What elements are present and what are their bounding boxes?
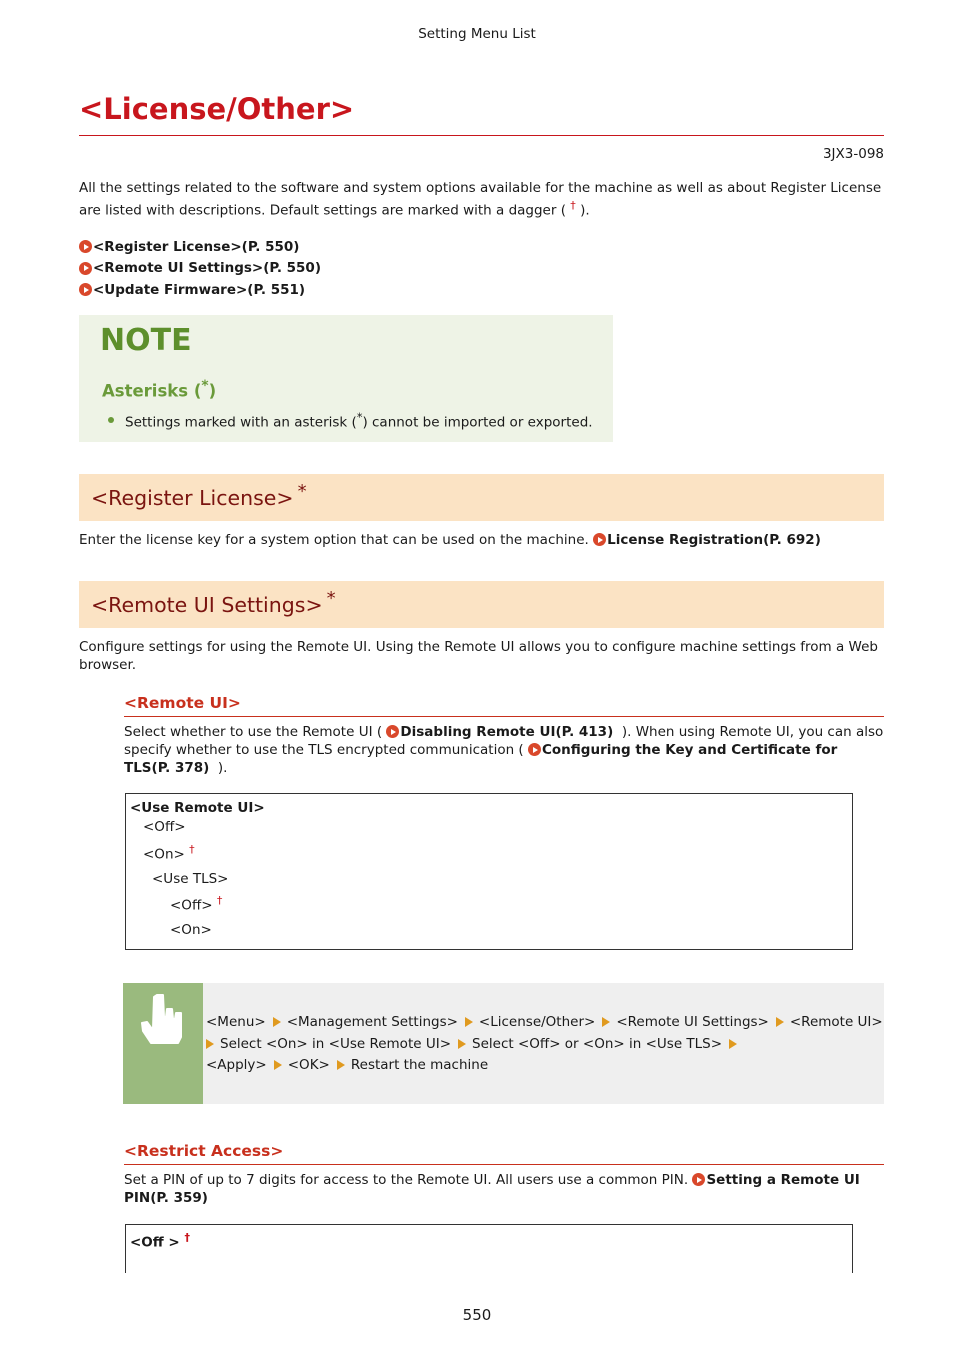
step-arrow-icon [602, 1017, 610, 1027]
step-arrow-icon [274, 1060, 282, 1070]
operation-steps [206, 1012, 883, 1077]
option-tls-off: <Off> † [170, 894, 223, 914]
subheading-remote-ui: <Remote UI> [124, 694, 241, 712]
option-on: <On> † [143, 843, 195, 863]
intro-paragraph [79, 180, 884, 220]
arrow-link-icon [79, 262, 92, 275]
subheading-divider [124, 1164, 884, 1165]
note-bullet: Settings marked with an asterisk (*) cannot be imported or exported. [108, 411, 593, 431]
link-license-registration[interactable]: License Registration(P. 692) [607, 532, 821, 548]
op-row-1: <Menu> <Management Settings> <License/Other> <Remote UI Settings> <Remote UI> [206, 1014, 883, 1030]
remote-ui-settings-description: Configure settings for using the Remote UI. Using the Remote UI allows you to configure machine settings from a Web browser. [79, 639, 878, 673]
op-row-3: <Apply> <OK> Restart the machine [206, 1057, 489, 1073]
step-arrow-icon [729, 1039, 737, 1049]
document-code: 3JX3-098 [822, 146, 884, 162]
pointing-hand-icon [123, 983, 203, 1104]
step-arrow-icon [337, 1060, 345, 1070]
intro-line-2: are listed with descriptions. Default settings are marked with a dagger ( † ). [79, 199, 590, 219]
subheading-restrict-access: <Restrict Access> [124, 1142, 284, 1160]
dagger-mark: † [184, 1231, 190, 1244]
step-arrow-icon [458, 1039, 466, 1049]
operation-path-box [123, 983, 884, 1104]
step-arrow-icon [206, 1039, 214, 1049]
arrow-link-icon [79, 283, 92, 296]
dagger-mark: † [216, 894, 223, 907]
link-remote-ui-settings[interactable]: <Remote UI Settings>(P. 550) [79, 258, 321, 280]
section-links [79, 236, 321, 301]
link-disabling-remote-ui[interactable]: Disabling Remote UI(P. 413) [400, 724, 614, 740]
setting-title: <Off > † [130, 1231, 190, 1251]
option-use-tls: <Use TLS> [152, 871, 229, 887]
note-title: NOTE [100, 323, 192, 358]
note-subtitle: Asterisks (*) [102, 378, 217, 401]
option-tls-on: <On> [170, 922, 212, 938]
op-row-2: Select <On> in <Use Remote UI> Select <Off> or <On> in <Use TLS> [206, 1034, 883, 1056]
link-tls-page[interactable]: TLS(P. 378) [124, 760, 210, 776]
page-number: 550 [462, 1306, 492, 1324]
step-arrow-icon [776, 1017, 784, 1027]
register-license-description: Enter the license key for a system option that can be used on the machine. License Registration(P. 692) [79, 532, 821, 548]
restrict-access-description: Set a PIN of up to 7 digits for access to the Remote UI. All users use a common PIN. Setting a Remote UI PIN(P. 359) [124, 1172, 860, 1206]
dagger-mark: † [570, 199, 576, 212]
step-arrow-icon [273, 1017, 281, 1027]
page-title: <License/Other> [79, 92, 355, 126]
arrow-link-icon [692, 1173, 705, 1186]
link-update-firmware[interactable]: <Update Firmware>(P. 551) [79, 279, 321, 301]
title-divider [79, 135, 884, 136]
setting-title: <Use Remote UI> [130, 800, 265, 816]
arrow-link-icon [79, 240, 92, 253]
note-box [79, 315, 613, 442]
subheading-divider [124, 716, 884, 717]
section-header-remote-ui-settings: <Remote UI Settings> * [79, 581, 884, 628]
section-header-register-license: <Register License> * [79, 474, 884, 521]
setting-box-use-remote-ui [125, 793, 853, 950]
dagger-mark: † [189, 843, 195, 856]
remote-ui-description: Select whether to use the Remote UI ( Disabling Remote UI(P. 413) ). When using Remote UI, you can also specify whether to use the TLS encrypted communication ( Configuring the Key and Certificate for TLS(P. 378) ). [124, 724, 884, 776]
link-configuring-key-certificate[interactable]: Configuring the Key and Certificate for [542, 742, 838, 758]
running-header: Setting Menu List [418, 26, 536, 42]
bullet-icon [108, 417, 114, 423]
link-pin-page[interactable]: PIN(P. 359) [124, 1190, 208, 1206]
option-off: <Off> [143, 819, 186, 835]
arrow-link-icon [386, 725, 399, 738]
arrow-link-icon [593, 533, 606, 546]
link-register-license[interactable]: <Register License>(P. 550) [79, 236, 321, 258]
arrow-link-icon [528, 743, 541, 756]
intro-line-1: All the settings related to the software and system options available for the machine as well as about Register License [79, 180, 882, 196]
step-arrow-icon [465, 1017, 473, 1027]
link-setting-remote-ui-pin[interactable]: Setting a Remote UI [706, 1172, 860, 1188]
